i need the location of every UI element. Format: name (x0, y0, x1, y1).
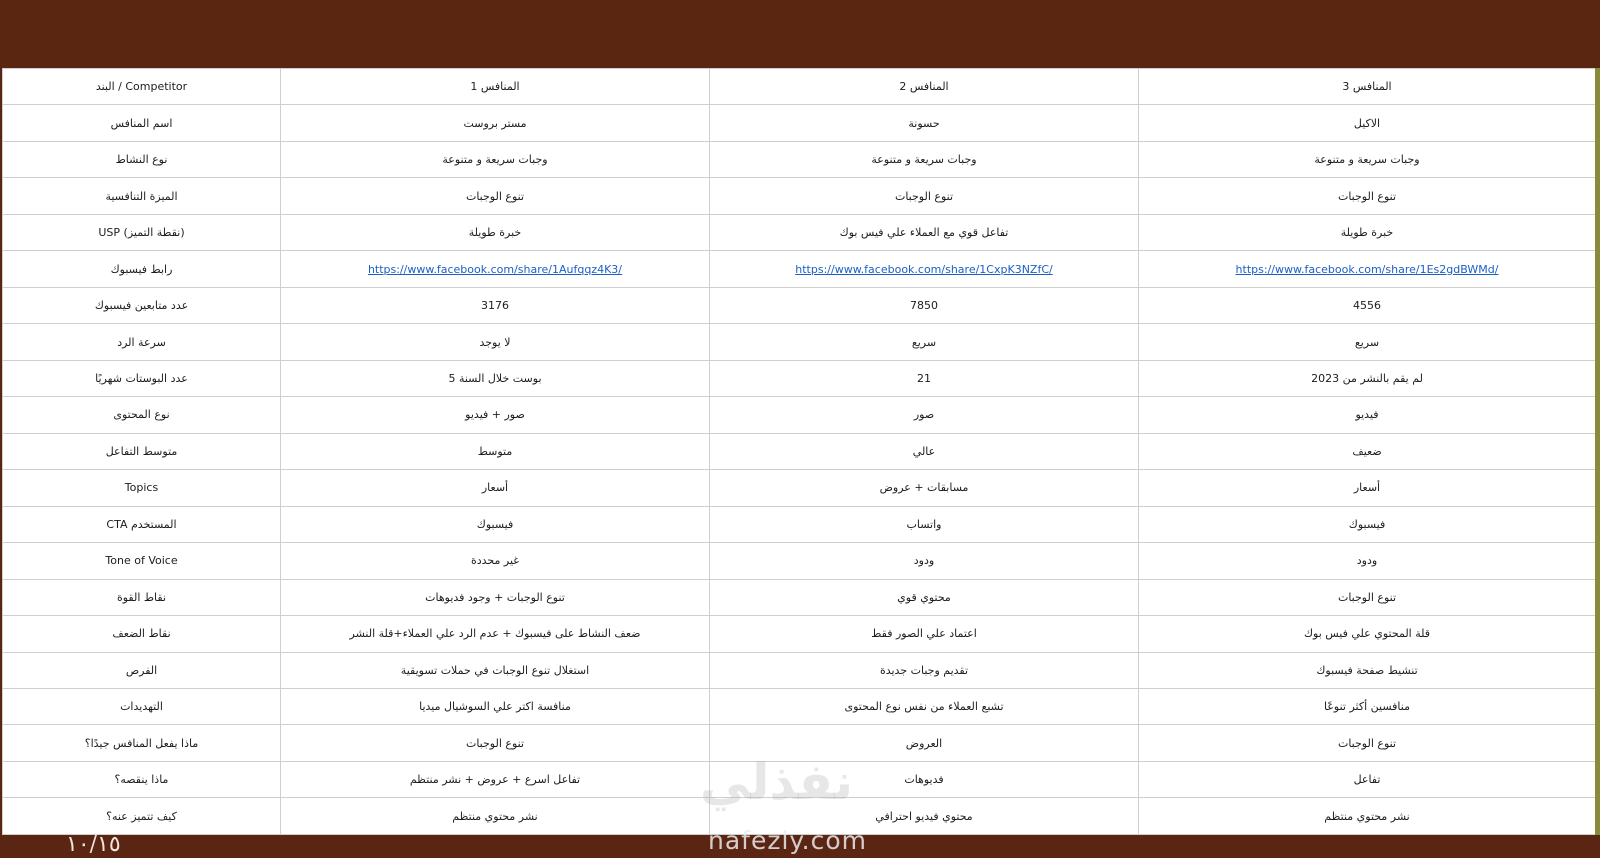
competitor-cell: الاكيل (1139, 105, 1596, 141)
row-label-cell: Topics (3, 470, 281, 506)
competitor-cell: ضعف النشاط على فيسبوك + عدم الرد علي العملاء+قلة النشر (281, 616, 710, 652)
competitor-cell: متوسط (281, 433, 710, 469)
competitor-cell: تنشيط صفحة فيسبوك (1139, 652, 1596, 688)
competitor-cell: مستر بروست (281, 105, 710, 141)
table-row (3, 470, 1596, 506)
competitor-cell: أسعار (1139, 470, 1596, 506)
row-label-cell: كيف تتميز عنه؟ (3, 798, 281, 835)
competitor-cell: تشبع العملاء من نفس نوع المحتوى (710, 688, 1139, 724)
facebook-link[interactable]: https://www.facebook.com/share/1Es2gdBWMd/ (1139, 251, 1596, 287)
facebook-link[interactable]: https://www.facebook.com/share/1Aufqqz4K3/ (281, 251, 710, 287)
competitor-cell: نشر محتوي منتظم (1139, 798, 1596, 835)
row-label-cell: رابط فيسبوك (3, 251, 281, 287)
table-row (3, 506, 1596, 542)
competitor-cell: نشر محتوي منتظم (281, 798, 710, 835)
competitor-cell: استغلال تنوع الوجبات في حملات تسويقية (281, 652, 710, 688)
row-label-cell: ماذا يفعل المنافس جيدًا؟ (3, 725, 281, 761)
row-label-cell: نوع المحتوى (3, 397, 281, 433)
competitor-cell: تنوع الوجبات (710, 178, 1139, 214)
table-row (3, 688, 1596, 724)
competitor-cell: لم يقم بالنشر من 2023 (1139, 360, 1596, 396)
competitor-table (2, 68, 1595, 835)
competitor-cell: ودود (710, 543, 1139, 579)
competitor-cell: تقديم وجبات جديدة (710, 652, 1139, 688)
competitor-cell: خبرة طويلة (281, 214, 710, 250)
table-row (3, 324, 1596, 360)
competitor-cell: 21 (710, 360, 1139, 396)
row-label-cell: Tone of Voice (3, 543, 281, 579)
facebook-link[interactable]: https://www.facebook.com/share/1CxpK3NZfC/ (710, 251, 1139, 287)
competitor-cell: ضعيف (1139, 433, 1596, 469)
competitor-cell: تنوع الوجبات (1139, 725, 1596, 761)
competitor-cell: وجبات سريعة و متنوعة (1139, 141, 1596, 177)
competitor-cell: سريع (710, 324, 1139, 360)
watermark-arabic: نفذلي (700, 753, 854, 811)
header-cell: المنافس 1 (281, 69, 710, 105)
competitor-cell: صور + فيديو (281, 397, 710, 433)
competitor-cell: وجبات سريعة و متنوعة (710, 141, 1139, 177)
header-cell: المنافس 2 (710, 69, 1139, 105)
row-label-cell: سرعة الرد (3, 324, 281, 360)
competitor-cell: منافسين أكثر تنوعًا (1139, 688, 1596, 724)
competitor-cell: تنوع الوجبات (1139, 579, 1596, 615)
table-row (3, 105, 1596, 141)
competitor-cell: عالي (710, 433, 1139, 469)
competitor-cell: صور (710, 397, 1139, 433)
competitor-cell: تنوع الوجبات (281, 725, 710, 761)
competitor-cell: مسابقات + عروض (710, 470, 1139, 506)
row-label-cell: CTA المستخدم (3, 506, 281, 542)
competitor-cell: تفاعل اسرع + عروض + نشر منتظم (281, 761, 710, 797)
competitor-cell: فديوهات (710, 761, 1139, 797)
competitor-cell: وجبات سريعة و متنوعة (281, 141, 710, 177)
row-label-cell: متوسط التفاعل (3, 433, 281, 469)
row-label-cell: الميزة التنافسية (3, 178, 281, 214)
table-header-row (3, 69, 1596, 105)
competitor-cell: 7850 (710, 287, 1139, 323)
competitor-cell: تنوع الوجبات (281, 178, 710, 214)
table-row (3, 433, 1596, 469)
competitor-cell: منافسة اكتر علي السوشيال ميديا (281, 688, 710, 724)
competitor-cell: اعتماد علي الصور فقط (710, 616, 1139, 652)
row-label-cell: اسم المنافس (3, 105, 281, 141)
competitor-cell: ودود (1139, 543, 1596, 579)
table-row (3, 579, 1596, 615)
row-label-cell: عدد متابعين فيسبوك (3, 287, 281, 323)
table-row (3, 251, 1596, 287)
row-label-cell: عدد البوستات شهريًا (3, 360, 281, 396)
top-banner (0, 0, 1600, 68)
header-cell: المنافس 3 (1139, 69, 1596, 105)
competitor-cell: غير محددة (281, 543, 710, 579)
table-row (3, 214, 1596, 250)
side-strip (1595, 68, 1600, 835)
page-number: ١٠/١٥ (66, 832, 121, 857)
competitor-cell: تنوع الوجبات (1139, 178, 1596, 214)
competitor-cell: فيسبوك (1139, 506, 1596, 542)
row-label-cell: نقاط الضعف (3, 616, 281, 652)
competitor-cell: تفاعل (1139, 761, 1596, 797)
competitor-cell: تفاعل قوي مع العملاء علي فيس بوك (710, 214, 1139, 250)
competitor-cell: قلة المحتوي علي فيس بوك (1139, 616, 1596, 652)
competitor-cell: لا يوجد (281, 324, 710, 360)
competitor-cell: سريع (1139, 324, 1596, 360)
competitor-cell: فيسبوك (281, 506, 710, 542)
header-cell: البند / Competitor (3, 69, 281, 105)
comparison-sheet (2, 68, 1595, 835)
competitor-cell: العروض (710, 725, 1139, 761)
competitor-cell: خبرة طويلة (1139, 214, 1596, 250)
competitor-cell: 3176 (281, 287, 710, 323)
row-label-cell: نقاط القوة (3, 579, 281, 615)
competitor-cell: محتوي فيديو احترافي (710, 798, 1139, 835)
competitor-cell: 5 بوست خلال السنة (281, 360, 710, 396)
table-row (3, 287, 1596, 323)
table-row (3, 543, 1596, 579)
competitor-cell: محتوي قوي (710, 579, 1139, 615)
table-row (3, 652, 1596, 688)
table-row (3, 178, 1596, 214)
competitor-cell: فيديو (1139, 397, 1596, 433)
table-row (3, 616, 1596, 652)
row-label-cell: التهديدات (3, 688, 281, 724)
competitor-cell: حسونة (710, 105, 1139, 141)
row-label-cell: نوع النشاط (3, 141, 281, 177)
competitor-cell: 4556 (1139, 287, 1596, 323)
competitor-cell: تنوع الوجبات + وجود فديوهات (281, 579, 710, 615)
table-row (3, 397, 1596, 433)
row-label-cell: USP (نقطة التميز) (3, 214, 281, 250)
table-row (3, 360, 1596, 396)
competitor-cell: واتساب (710, 506, 1139, 542)
row-label-cell: ماذا ينقصه؟ (3, 761, 281, 797)
competitor-cell: أسعار (281, 470, 710, 506)
watermark-latin: nafezly.com (708, 826, 867, 855)
row-label-cell: الفرص (3, 652, 281, 688)
table-row (3, 141, 1596, 177)
